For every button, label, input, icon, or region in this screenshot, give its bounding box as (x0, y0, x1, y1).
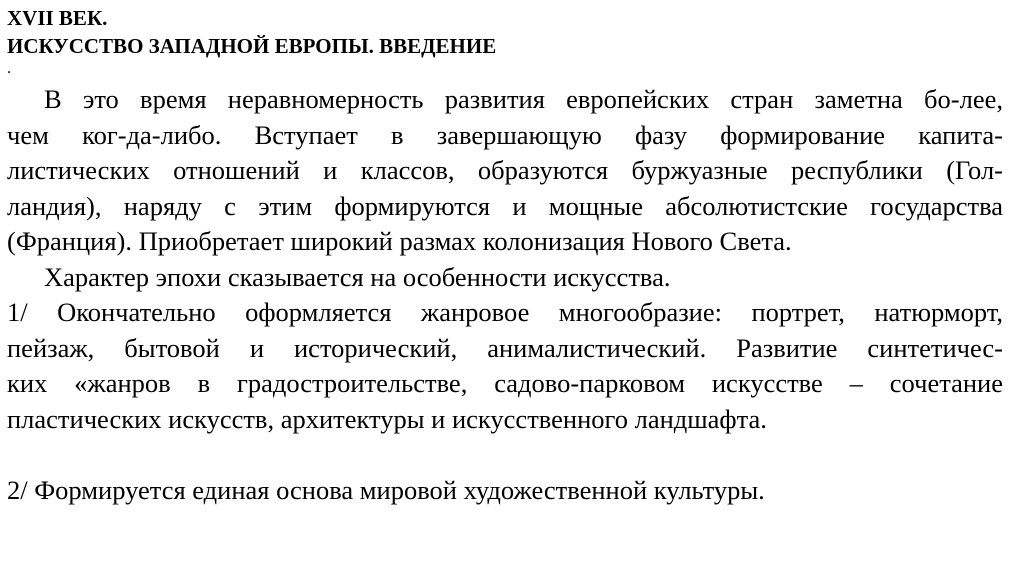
intro-paragraph (7, 82, 1003, 260)
genres-paragraph (7, 295, 1003, 437)
culture-line: 2/ Формируется единая основа мировой художественной культуры. (7, 474, 765, 505)
dot-marker: . (7, 60, 11, 77)
century-heading: XVII ВЕК. (7, 6, 108, 30)
genres-line-4: пластических искусств, архитектуры и искусственного ландшафта. (7, 403, 767, 434)
intro-line-5: (Франция). Приобретает широкий размах колонизация Нового Света. (7, 226, 792, 256)
intro-line-3: листических отношений и классов, образуются буржуазные республики (Гол- (7, 155, 1003, 185)
epoch-line: Характер эпохи сказывается на особенности искусства. (44, 261, 671, 292)
document-page (7, 4, 1003, 508)
culture-paragraph (7, 473, 1003, 509)
genres-line-2: пейзаж, бытовой и исторический, анималистический. Развитие синтетичес- (7, 332, 1003, 363)
epoch-paragraph (7, 260, 1003, 296)
blank-line (7, 437, 1003, 473)
intro-line-1: В это время неравномерность развития европейских стран заметна бо-лее, (44, 84, 1003, 114)
intro-line-2: чем ког-да-либо. Вступает в завершающую фазу формирование капита- (7, 119, 1003, 150)
intro-line-4: ландия), наряду с этим формируются и мощные абсолютистские государства (7, 190, 1003, 221)
genres-line-1: 1/ Окончательно оформляется жанровое многообразие: портрет, натюрморт, (7, 297, 1003, 327)
section-title: ИСКУССТВО ЗАПАДНОЙ ЕВРОПЫ. ВВЕДЕНИЕ (7, 34, 497, 58)
genres-line-3: ких «жанров в градостроительстве, садово-парковом искусстве – сочетание (7, 368, 1003, 398)
